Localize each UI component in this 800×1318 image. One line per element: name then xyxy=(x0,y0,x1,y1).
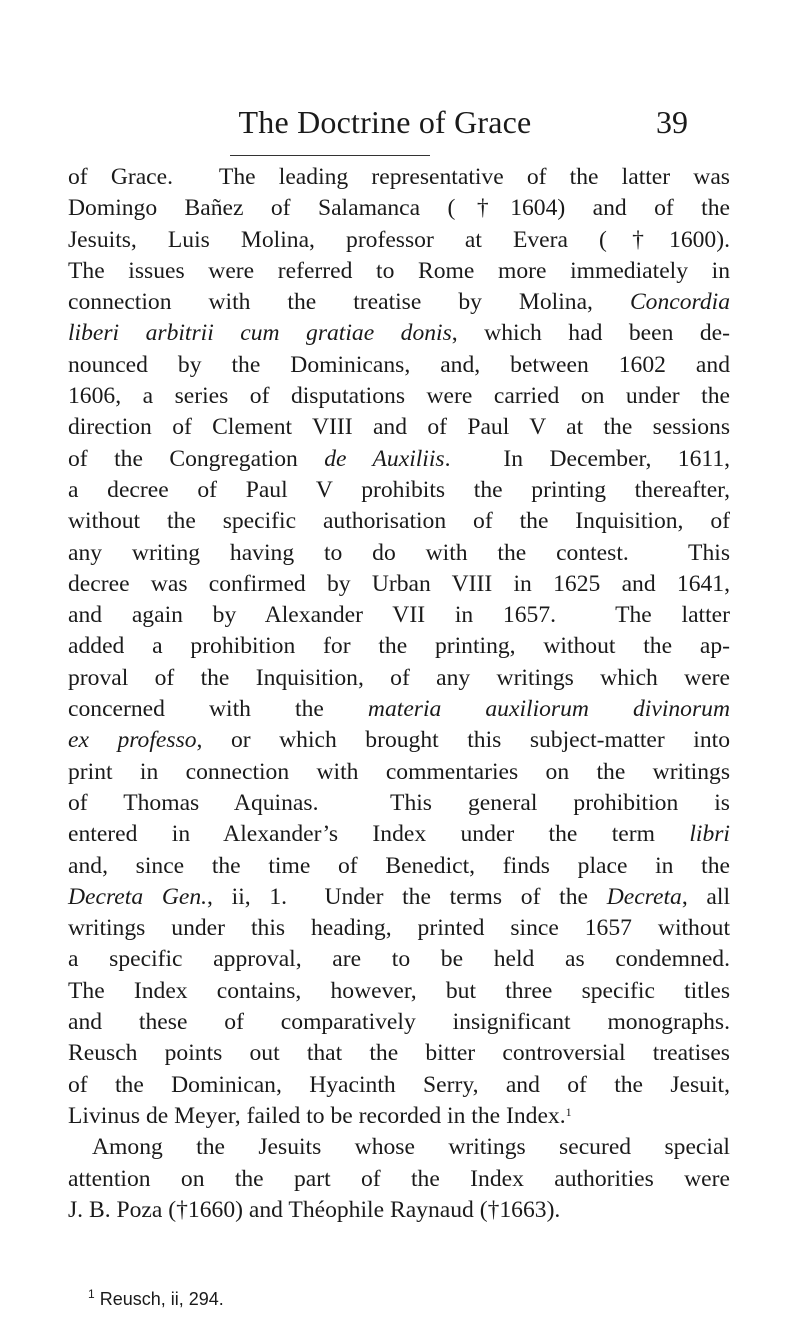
text-segment: J. B. Poza (†1660) and Théophile Raynaud (†1663). xyxy=(68,1196,561,1223)
text-segment: a decree of Paul V prohibits the printing thereafter, xyxy=(68,476,730,503)
text-line xyxy=(68,1038,730,1069)
text-segment: decree was confirmed by Urban VIII in 1625 and 1641, xyxy=(68,570,730,597)
text-line xyxy=(68,694,730,725)
text-line xyxy=(68,538,730,569)
text-line xyxy=(68,350,730,381)
text-segment: Livinus de Meyer, failed to be recorded in the Index. xyxy=(68,1102,566,1129)
text-line xyxy=(68,318,730,349)
header-rule xyxy=(230,155,430,156)
text-segment: print in connection with commentaries on the writings xyxy=(68,758,730,785)
text-line xyxy=(68,475,730,506)
text-line xyxy=(68,287,730,318)
text-segment: and these of comparatively insignificant monographs. xyxy=(68,1009,730,1036)
text-line xyxy=(68,819,730,850)
text-segment: . In December, 1611, xyxy=(444,445,731,472)
text-line xyxy=(68,600,730,631)
footnote-marker: 1 xyxy=(88,1287,95,1301)
italic-segment: Decreta xyxy=(606,883,682,910)
text-line xyxy=(68,162,730,193)
text-segment: concerned with the xyxy=(68,696,368,723)
text-segment: and again by Alexander VII in 1657. The latter xyxy=(68,602,730,629)
italic-segment: ex professo xyxy=(68,727,197,754)
text-segment: a specific approval, are to be held as condemned. xyxy=(68,946,730,973)
text-line xyxy=(68,631,730,662)
text-segment: direction of Clement VIII and of Paul V at the sessions xyxy=(68,414,730,441)
text-line xyxy=(68,1195,730,1226)
text-segment: The Index contains, however, but three specific titles xyxy=(68,977,730,1004)
text-line xyxy=(68,444,730,475)
text-segment: writings under this heading, printed since 1657 without xyxy=(68,915,730,942)
text-line xyxy=(68,1070,730,1101)
text-line xyxy=(68,725,730,756)
text-segment: , all xyxy=(681,883,730,910)
body-text xyxy=(68,162,730,1226)
text-segment: connection with the treatise by Molina, xyxy=(68,289,630,316)
footnote-reference: 1 xyxy=(565,1104,572,1119)
text-line xyxy=(68,944,730,975)
footnote xyxy=(88,1287,224,1311)
italic-segment: Decreta Gen. xyxy=(68,883,208,910)
text-segment: entered in Alexander’s Index under the term xyxy=(68,821,690,848)
text-segment: any writing having to do with the contest. This xyxy=(68,539,730,566)
text-line xyxy=(68,663,730,694)
text-segment: Jesuits, Luis Molina, professor at Evera (†1600). xyxy=(68,226,730,253)
italic-segment: liberi arbitrii cum gratiae donis xyxy=(68,320,452,347)
text-segment: , which had been de- xyxy=(451,320,730,347)
italic-segment: libri xyxy=(689,821,730,848)
text-line xyxy=(68,882,730,913)
text-line xyxy=(68,851,730,882)
italic-segment: de Auxiliis xyxy=(324,445,445,472)
text-segment: of Thomas Aquinas. This general prohibition is xyxy=(68,789,730,816)
text-line xyxy=(68,1101,730,1132)
text-line xyxy=(68,1164,730,1195)
text-line xyxy=(68,412,730,443)
running-head xyxy=(110,100,688,144)
text-segment: attention on the part of the Index authorities were xyxy=(68,1165,730,1192)
text-segment: , ii, 1. Under the terms of the xyxy=(207,883,607,910)
text-line xyxy=(68,569,730,600)
italic-segment: materia auxiliorum divinorum xyxy=(367,696,730,723)
chapter-title: The Doctrine of Grace xyxy=(238,104,532,140)
text-line xyxy=(68,757,730,788)
text-line xyxy=(68,381,730,412)
text-line xyxy=(68,976,730,1007)
text-segment: Reusch points out that the bitter controversial treatises xyxy=(68,1040,730,1067)
text-line xyxy=(68,225,730,256)
text-line xyxy=(68,788,730,819)
text-segment: 1606, a series of disputations were carried on under the xyxy=(68,383,730,410)
text-segment: Among the Jesuits whose writings secured special xyxy=(92,1134,730,1161)
text-segment: added a prohibition for the printing, without the ap- xyxy=(68,633,730,660)
page-number: 39 xyxy=(656,104,688,140)
italic-segment: Concordia xyxy=(629,289,730,316)
text-line xyxy=(68,256,730,287)
text-line xyxy=(68,1007,730,1038)
text-segment: of Grace. The leading representative of the latter was xyxy=(68,164,730,190)
text-segment: The issues were referred to Rome more immediately in xyxy=(68,257,730,284)
text-segment: nounced by the Dominicans, and, between 1602 and xyxy=(68,351,730,378)
text-segment: , or which brought this subject-matter into xyxy=(196,727,730,754)
text-line xyxy=(68,506,730,537)
text-line xyxy=(68,913,730,944)
text-segment: and, since the time of Benedict, finds place in the xyxy=(68,852,730,879)
text-segment: of the Dominican, Hyacinth Serry, and of the Jesuit, xyxy=(68,1071,730,1098)
text-line xyxy=(68,193,730,224)
text-line xyxy=(68,1132,730,1163)
footnote-text: Reusch, ii, 294. xyxy=(94,1289,224,1309)
text-segment: of the Congregation xyxy=(68,445,325,472)
text-segment: proval of the Inquisition, of any writings which were xyxy=(68,664,730,691)
text-segment: Domingo Bañez of Salamanca (†1604) and of the xyxy=(68,195,730,222)
text-segment: without the specific authorisation of the Inquisition, of xyxy=(68,508,730,535)
